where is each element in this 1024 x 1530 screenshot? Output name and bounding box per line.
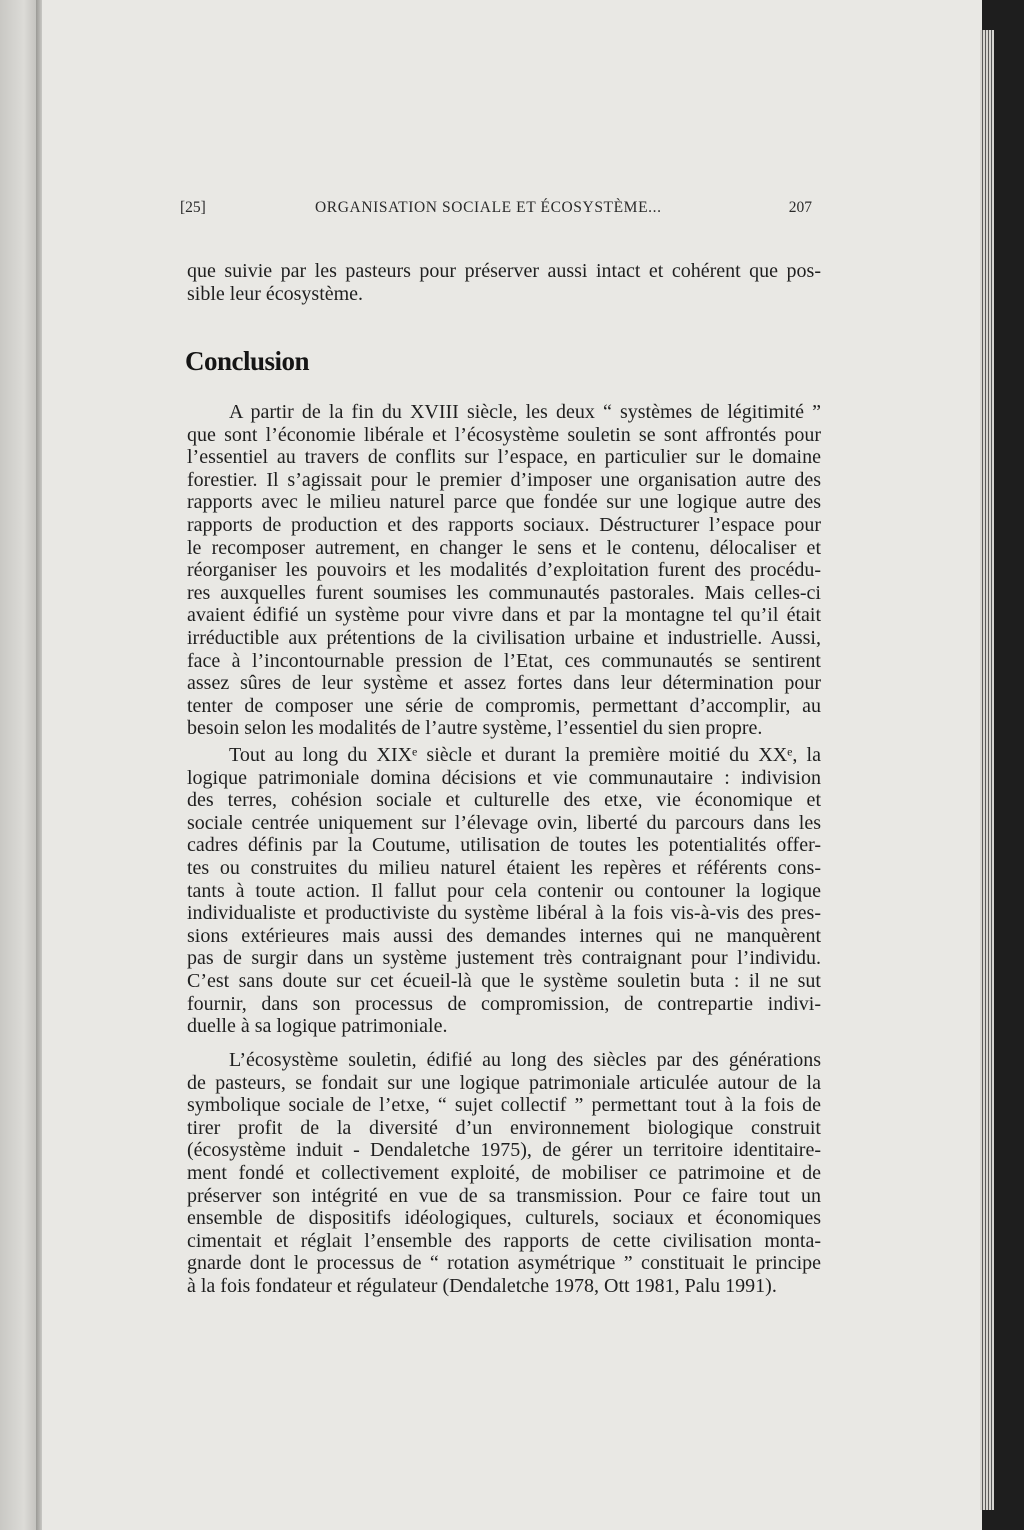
running-title: ORGANISATION SOCIALE ET ÉCOSYSTÈME... xyxy=(315,199,662,216)
text-line: cadres définis par la Coutume, utilisation de toutes les potentialités offer- xyxy=(187,834,821,857)
text-line: besoin selon les modalités de l’autre système, l’essentiel du sien propre. xyxy=(187,717,763,740)
text-line: avaient édifié un système pour vivre dans et par la montagne tel qu’il était xyxy=(187,604,821,627)
paragraph-2 xyxy=(187,744,821,1038)
text-line: cimentait et réglait l’ensemble des rapports de cette civilisation monta- xyxy=(187,1229,821,1252)
text-line: forestier. Il s’agissait pour le premier d’imposer une organisation autre des xyxy=(187,468,821,491)
text-line: res auxquelles furent soumises les communautés pastorales. Mais celles-ci xyxy=(187,581,821,604)
section-number: [25] xyxy=(180,199,206,216)
intro-paragraph xyxy=(187,260,821,305)
section-heading: Conclusion xyxy=(185,346,310,376)
text-line: C’est sans doute sur cet écueil-là que le système souletin buta : il ne sut xyxy=(187,969,821,992)
text-line: individualiste et productiviste du système libéral à la fois vis-à-vis des pres- xyxy=(187,902,821,925)
text-line: sible leur écosystème. xyxy=(187,282,364,305)
text-line: de pasteurs, se fondait sur une logique patrimoniale articulée autour de la xyxy=(187,1071,821,1094)
text-line: tants à toute action. Il fallut pour cela contenir ou contouner la logique xyxy=(187,879,821,902)
text-line: sions extérieures mais aussi des demandes internes qui ne manquèrent xyxy=(187,924,821,947)
text-line: assez sûres de leur système et assez fortes dans leur détermination pour xyxy=(187,672,821,695)
text-line: sociale centrée uniquement sur l’élevage ovin, liberté du parcours dans les xyxy=(187,811,821,834)
text-line: que suivie par les pasteurs pour préserver aussi intact et cohérent que pos- xyxy=(187,260,821,282)
text-line: logique patrimoniale domina décisions et vie communautaire : indivision xyxy=(187,766,821,789)
text-line: L’écosystème souletin, édifié au long des siècles par des générations xyxy=(229,1049,821,1071)
facing-page-edge xyxy=(0,0,40,1530)
text-line: tirer profit de la diversité d’un environnement biologique construit xyxy=(187,1116,821,1139)
paragraph-3 xyxy=(187,1049,821,1298)
page-stack-edges xyxy=(980,30,994,1510)
page-number: 207 xyxy=(788,199,812,216)
text-line: tenter de composer une série de compromis, permettant d’accomplir, au xyxy=(187,694,821,717)
text-line: gnarde dont le processus de “ rotation asymétrique ” constituait le principe xyxy=(187,1252,821,1275)
text-line: face à l’incontournable pression de l’Etat, ces communautés se sentirent xyxy=(187,649,821,672)
text-line: (écosystème induit - Dendaletche 1975), de gérer un territoire identitaire- xyxy=(187,1139,821,1162)
text-line: rapports de production et des rapports sociaux. Déstructurer l’espace pour xyxy=(187,513,821,536)
text-line: l’essentiel au travers de conflits sur l’espace, en particulier sur le domaine xyxy=(187,446,821,469)
text-line: symbolique sociale de l’etxe, “ sujet collectif ” permettant tout à la fois de xyxy=(187,1094,821,1117)
text-line: pas de surgir dans un système justement très contraignant pour l’individu. xyxy=(187,947,821,970)
text-line: des terres, cohésion sociale et culturelle des etxe, vie économique et xyxy=(187,789,821,812)
text-line: duelle à sa logique patrimoniale. xyxy=(187,1015,448,1038)
text-line: fournir, dans son processus de compromission, de contrepartie indivi- xyxy=(187,992,821,1015)
text-line: ensemble de dispositifs idéologiques, culturels, sociaux et économiques xyxy=(187,1207,821,1230)
text-line: réorganiser les pouvoirs et les modalités d’exploitation furent des procédu- xyxy=(187,559,821,582)
text-line: rapports avec le milieu naturel parce que fondée sur une logique autre des xyxy=(187,491,821,514)
text-line: préserver son intégrité en vue de sa transmission. Pour ce faire tout un xyxy=(187,1184,821,1207)
text-line: que sont l’économie libérale et l’écosystème souletin se sont affrontés pour xyxy=(187,423,821,446)
text-line: le recomposer autrement, en changer le sens et le contenu, délocaliser et xyxy=(187,536,821,559)
text-line: A partir de la fin du XVIII siècle, les deux “ systèmes de légitimité ” xyxy=(229,401,821,423)
text-line: tes ou construites du milieu naturel étaient les repères et référents cons- xyxy=(187,856,821,879)
text-line: irréductible aux prétentions de la civilisation urbaine et industrielle. Aussi, xyxy=(187,626,821,649)
paragraph-1 xyxy=(187,401,821,740)
text-line: ment fondé et collectivement exploité, de mobiliser ce patrimoine et de xyxy=(187,1161,821,1184)
text-line: à la fois fondateur et régulateur (Dendaletche 1978, Ott 1981, Palu 1991). xyxy=(187,1274,777,1297)
text-line: Tout au long du XIXᵉ siècle et durant la première moitié du XXᵉ, la xyxy=(229,744,821,766)
